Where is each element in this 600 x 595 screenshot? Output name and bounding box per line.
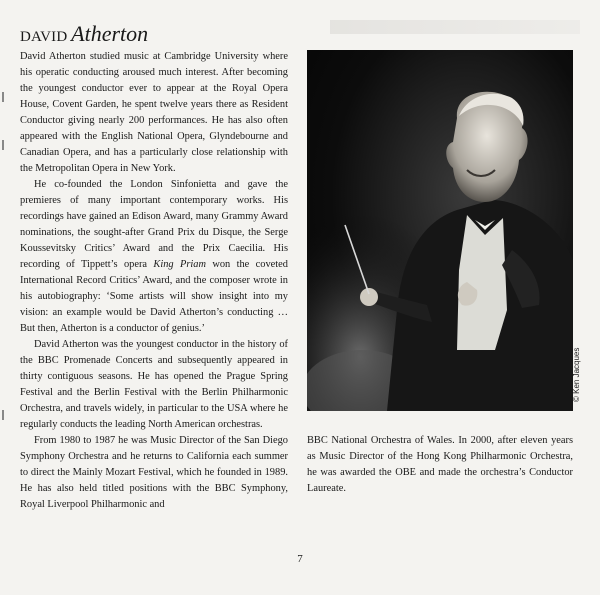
hand bbox=[360, 288, 378, 306]
shirt-front bbox=[457, 215, 507, 350]
paragraph-1: David Atherton studied music at Cambridge University where his operatic conducting aroused much interest. After becoming the youngest conductor ever to appear at the Royal Opera House, Covent Garden, he spent twelve years there as Resident Conductor giving nearly 200 performances. He has also often appeared with the English National Opera, Glyndebourne and Canadian Opera, and has a particularly close relationship with the Metropolitan Opera in New York. bbox=[20, 51, 288, 174]
bleed-through-text bbox=[330, 20, 580, 34]
page-heading bbox=[20, 21, 149, 47]
binding-mark bbox=[2, 92, 4, 102]
binding-mark bbox=[2, 140, 4, 150]
biography-left-column bbox=[20, 49, 288, 513]
paragraph-2-start: He co-founded the London Sinfonietta and gave the premieres of many important contemporary works. His recordings have gained an Edison Award, many Grammy Award nominations, the sought-after Grand Prix du Disque, the Serge Koussevitsky Critics’ Award and the Prix Caecilia. His recording of Tippett’s opera bbox=[20, 179, 288, 270]
conductor-photo bbox=[307, 50, 573, 411]
opera-title: King Priam bbox=[153, 259, 206, 270]
biography-right-column bbox=[307, 433, 573, 497]
paragraph-5: BBC National Orchestra of Wales. In 2000, after eleven years as Music Director of the Hong Kong Philharmonic Orchestra, he was awarded the OBE and made the orchestra’s Conductor Laureate. bbox=[307, 435, 573, 494]
paragraph-2-end: won the coveted International Record Critics’ Award, and the composer wrote in his autobiography: ‘Some artists will show insight into my vision: an example would be David Atherton’s conducting … But then, Atherton is a conductor of genius.’ bbox=[20, 259, 288, 334]
paragraph-3: David Atherton was the youngest conductor in the history of the BBC Promenade Concerts and subsequently appeared in thirty contiguous seasons. He has opened the Prague Spring Festival and the Berlin Festival with the Berlin Philharmonic Orchestra, and travels widely, in particular to the USA where he regularly conducts the leading North American orchestras. bbox=[20, 339, 288, 430]
heading-first-name: DAVID bbox=[20, 29, 68, 45]
conductor-illustration bbox=[307, 50, 573, 411]
photo-credit: © Ken Jacques bbox=[572, 347, 581, 402]
paragraph-2 bbox=[20, 177, 288, 337]
page-number: 7 bbox=[297, 553, 303, 565]
binding-mark bbox=[2, 410, 4, 420]
heading-last-name: Atherton bbox=[71, 21, 149, 46]
paragraph-4: From 1980 to 1987 he was Music Director of the San Diego Symphony Orchestra and he returns to California each summer to direct the Mainly Mozart Festival, which he founded in 1989. He has also held titled positions with the BBC Symphony, Royal Liverpool Philharmonic and bbox=[20, 435, 288, 510]
